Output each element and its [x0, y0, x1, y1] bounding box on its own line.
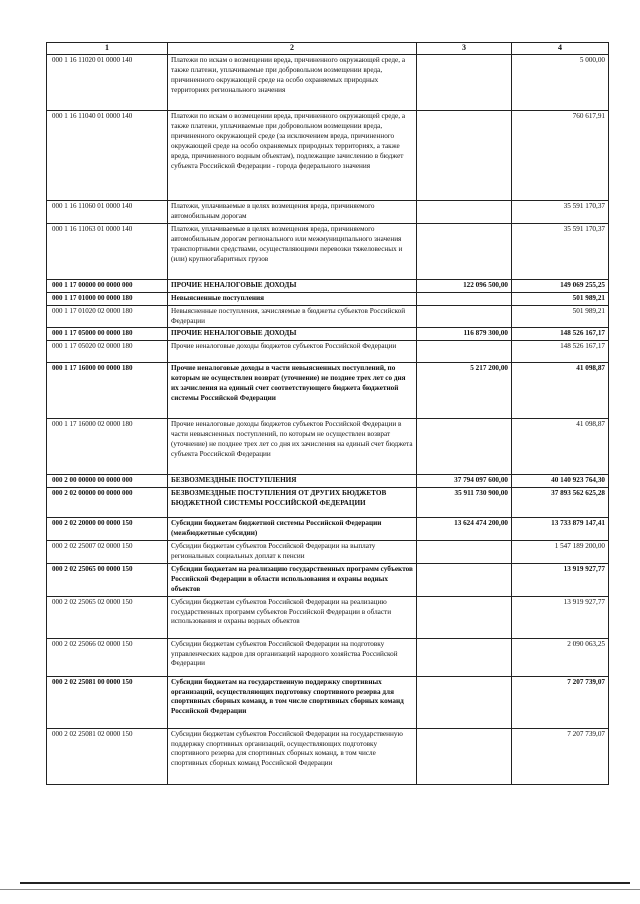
- table-row: [47, 563, 609, 596]
- table-row: [47, 55, 609, 111]
- plan-amount-cell: 35 911 730 900,00: [417, 488, 512, 518]
- plan-amount-cell: [417, 596, 512, 638]
- table-row: [47, 518, 609, 541]
- page-bottom-border: [20, 882, 630, 884]
- table-row: [47, 488, 609, 518]
- table-row: [47, 305, 609, 328]
- name-cell: БЕЗВОЗМЕЗДНЫЕ ПОСТУПЛЕНИЯ ОТ ДРУГИХ БЮДЖЕТОВ БЮДЖЕТНОЙ СИСТЕМЫ РОССИЙСКОЙ ФЕДЕРАЦИИ: [168, 488, 417, 518]
- name-cell: Платежи по искам о возмещении вреда, причиненного окружающей среде, а также платежи, уплачиваемые при добровольном возмещении вреда, причиненного окружающей среде (за исключением вреда, причиненного окружающей среде на особо охраняемых природных территориях, а также вреда, причиненного водным объектам), подлежащие зачислению в бюджет субъекта Российской Федерации - города федерального значения: [168, 111, 417, 201]
- code-cell: 000 2 02 25066 02 0000 150: [47, 638, 168, 676]
- name-cell: Прочие неналоговые доходы в части невыясненных поступлений, по которым не осуществлен возврат (уточнение) не позднее трех лет со дня их зачисления на единый счет соответствующего бюджета бюджетной системы Российской Федерации: [168, 363, 417, 419]
- name-cell: Платежи, уплачиваемые в целях возмещения вреда, причиняемого автомобильным дорогам регионального или межмуниципального значения транспортными средствами, осуществляющими перевозки тяжеловесных и (или) крупногабаритных грузов: [168, 223, 417, 279]
- code-cell: 000 2 02 20000 00 0000 150: [47, 518, 168, 541]
- code-cell: 000 2 02 25007 02 0000 150: [47, 541, 168, 564]
- fact-amount-cell: 148 526 167,17: [512, 341, 609, 363]
- plan-amount-cell: 13 624 474 200,00: [417, 518, 512, 541]
- name-cell: Субсидии бюджетам бюджетной системы Российской Федерации (межбюджетные субсидии): [168, 518, 417, 541]
- name-cell: Субсидии бюджетам субъектов Российской Федерации на выплату региональных социальных доплат к пенсии: [168, 541, 417, 564]
- table-row: [47, 279, 609, 292]
- code-cell: 000 2 02 25065 02 0000 150: [47, 596, 168, 638]
- plan-amount-cell: 116 879 300,00: [417, 328, 512, 341]
- fact-amount-cell: 40 140 923 764,30: [512, 475, 609, 488]
- table-row: [47, 111, 609, 201]
- plan-amount-cell: [417, 201, 512, 224]
- plan-amount-cell: [417, 419, 512, 475]
- plan-amount-cell: [417, 111, 512, 201]
- plan-amount-cell: [417, 728, 512, 784]
- fact-amount-cell: 7 207 739,07: [512, 728, 609, 784]
- table-row: [47, 223, 609, 279]
- plan-amount-cell: 37 794 097 600,00: [417, 475, 512, 488]
- plan-amount-cell: [417, 676, 512, 728]
- table-row: [47, 638, 609, 676]
- fact-amount-cell: 149 069 255,25: [512, 279, 609, 292]
- name-cell: Субсидии бюджетам на государственную поддержку спортивных организаций, осуществляющих подготовку спортивного резерва для спортивных сборных команд, в том числе спортивных сборных команд Российской Федерации: [168, 676, 417, 728]
- code-cell: 000 2 02 00000 00 0000 000: [47, 488, 168, 518]
- fact-amount-cell: 13 919 927,77: [512, 563, 609, 596]
- table-body: [47, 55, 609, 785]
- column-header-2: 2: [168, 43, 417, 55]
- name-cell: Платежи, уплачиваемые в целях возмещения вреда, причиняемого автомобильным дорогам: [168, 201, 417, 224]
- code-cell: 000 1 16 11063 01 0000 140: [47, 223, 168, 279]
- plan-amount-cell: [417, 341, 512, 363]
- column-header-4: 4: [512, 43, 609, 55]
- fact-amount-cell: 1 547 189 200,00: [512, 541, 609, 564]
- fact-amount-cell: 5 000,00: [512, 55, 609, 111]
- name-cell: Субсидии бюджетам на реализацию государственных программ субъектов Российской Федерации в области использования и охраны водных объектов: [168, 563, 417, 596]
- table-row: [47, 541, 609, 564]
- fact-amount-cell: 41 098,87: [512, 363, 609, 419]
- name-cell: БЕЗВОЗМЕЗДНЫЕ ПОСТУПЛЕНИЯ: [168, 475, 417, 488]
- plan-amount-cell: [417, 292, 512, 305]
- code-cell: 000 2 02 25081 00 0000 150: [47, 676, 168, 728]
- name-cell: Субсидии бюджетам субъектов Российской Федерации на реализацию государственных программ субъектов Российской Федерации в области использования и охраны водных объектов: [168, 596, 417, 638]
- plan-amount-cell: [417, 305, 512, 328]
- fact-amount-cell: 760 617,91: [512, 111, 609, 201]
- name-cell: Невыясненные поступления, зачисляемые в бюджеты субъектов Российской Федерации: [168, 305, 417, 328]
- code-cell: 000 1 17 05020 02 0000 180: [47, 341, 168, 363]
- code-cell: 000 1 17 05000 00 0000 180: [47, 328, 168, 341]
- column-header-1: 1: [47, 43, 168, 55]
- table-header-row: [47, 43, 609, 55]
- table-row: [47, 341, 609, 363]
- name-cell: ПРОЧИЕ НЕНАЛОГОВЫЕ ДОХОДЫ: [168, 279, 417, 292]
- code-cell: 000 1 16 11060 01 0000 140: [47, 201, 168, 224]
- fact-amount-cell: 13 919 927,77: [512, 596, 609, 638]
- code-cell: 000 2 02 25065 00 0000 150: [47, 563, 168, 596]
- plan-amount-cell: [417, 563, 512, 596]
- table-row: [47, 475, 609, 488]
- table-row: [47, 419, 609, 475]
- table-row: [47, 596, 609, 638]
- fact-amount-cell: 13 733 879 147,41: [512, 518, 609, 541]
- fact-amount-cell: 37 893 562 625,28: [512, 488, 609, 518]
- plan-amount-cell: [417, 638, 512, 676]
- fact-amount-cell: 41 098,87: [512, 419, 609, 475]
- table-row: [47, 363, 609, 419]
- code-cell: 000 1 17 16000 02 0000 180: [47, 419, 168, 475]
- name-cell: Платежи по искам о возмещении вреда, причиненного окружающей среде, а также платежи, уплачиваемые при добровольном возмещении вреда, причиненного окружающей среде на особо охраняемых природных территориях регионального значения: [168, 55, 417, 111]
- plan-amount-cell: [417, 541, 512, 564]
- name-cell: Невыясненные поступления: [168, 292, 417, 305]
- fact-amount-cell: 7 207 739,07: [512, 676, 609, 728]
- table-row: [47, 201, 609, 224]
- plan-amount-cell: 122 096 500,00: [417, 279, 512, 292]
- name-cell: Субсидии бюджетам субъектов Российской Федерации на государственную поддержку спортивных организаций, осуществляющих подготовку спортивного резерва для спортивных сборных команд, в том числе спортивных сборных команд Российской Федерации: [168, 728, 417, 784]
- budget-table: [46, 42, 609, 785]
- name-cell: Субсидии бюджетам субъектов Российской Федерации на подготовку управленческих кадров для организаций народного хозяйства Российской Федерации: [168, 638, 417, 676]
- code-cell: 000 2 00 00000 00 0000 000: [47, 475, 168, 488]
- code-cell: 000 1 16 11020 01 0000 140: [47, 55, 168, 111]
- code-cell: 000 2 02 25081 02 0000 150: [47, 728, 168, 784]
- fact-amount-cell: 2 090 063,25: [512, 638, 609, 676]
- table-row: [47, 292, 609, 305]
- table-row: [47, 328, 609, 341]
- name-cell: Прочие неналоговые доходы бюджетов субъектов Российской Федерации в части невыясненных поступлений, по которым не осуществлен возврат (уточнение) не позднее трех лет со дня их зачисления на единый счет бюджета субъекта Российской Федерации: [168, 419, 417, 475]
- code-cell: 000 1 16 11040 01 0000 140: [47, 111, 168, 201]
- code-cell: 000 1 17 00000 00 0000 000: [47, 279, 168, 292]
- fact-amount-cell: 35 591 170,37: [512, 223, 609, 279]
- table-row: [47, 676, 609, 728]
- plan-amount-cell: [417, 55, 512, 111]
- code-cell: 000 1 17 01020 02 0000 180: [47, 305, 168, 328]
- name-cell: ПРОЧИЕ НЕНАЛОГОВЫЕ ДОХОДЫ: [168, 328, 417, 341]
- code-cell: 000 1 17 01000 00 0000 180: [47, 292, 168, 305]
- name-cell: Прочие неналоговые доходы бюджетов субъектов Российской Федерации: [168, 341, 417, 363]
- page-bottom-edge: [0, 889, 640, 890]
- plan-amount-cell: 5 217 200,00: [417, 363, 512, 419]
- code-cell: 000 1 17 16000 00 0000 180: [47, 363, 168, 419]
- fact-amount-cell: 501 989,21: [512, 292, 609, 305]
- fact-amount-cell: 35 591 170,37: [512, 201, 609, 224]
- fact-amount-cell: 148 526 167,17: [512, 328, 609, 341]
- column-header-3: 3: [417, 43, 512, 55]
- fact-amount-cell: 501 989,21: [512, 305, 609, 328]
- table-row: [47, 728, 609, 784]
- document-page: [46, 42, 608, 785]
- plan-amount-cell: [417, 223, 512, 279]
